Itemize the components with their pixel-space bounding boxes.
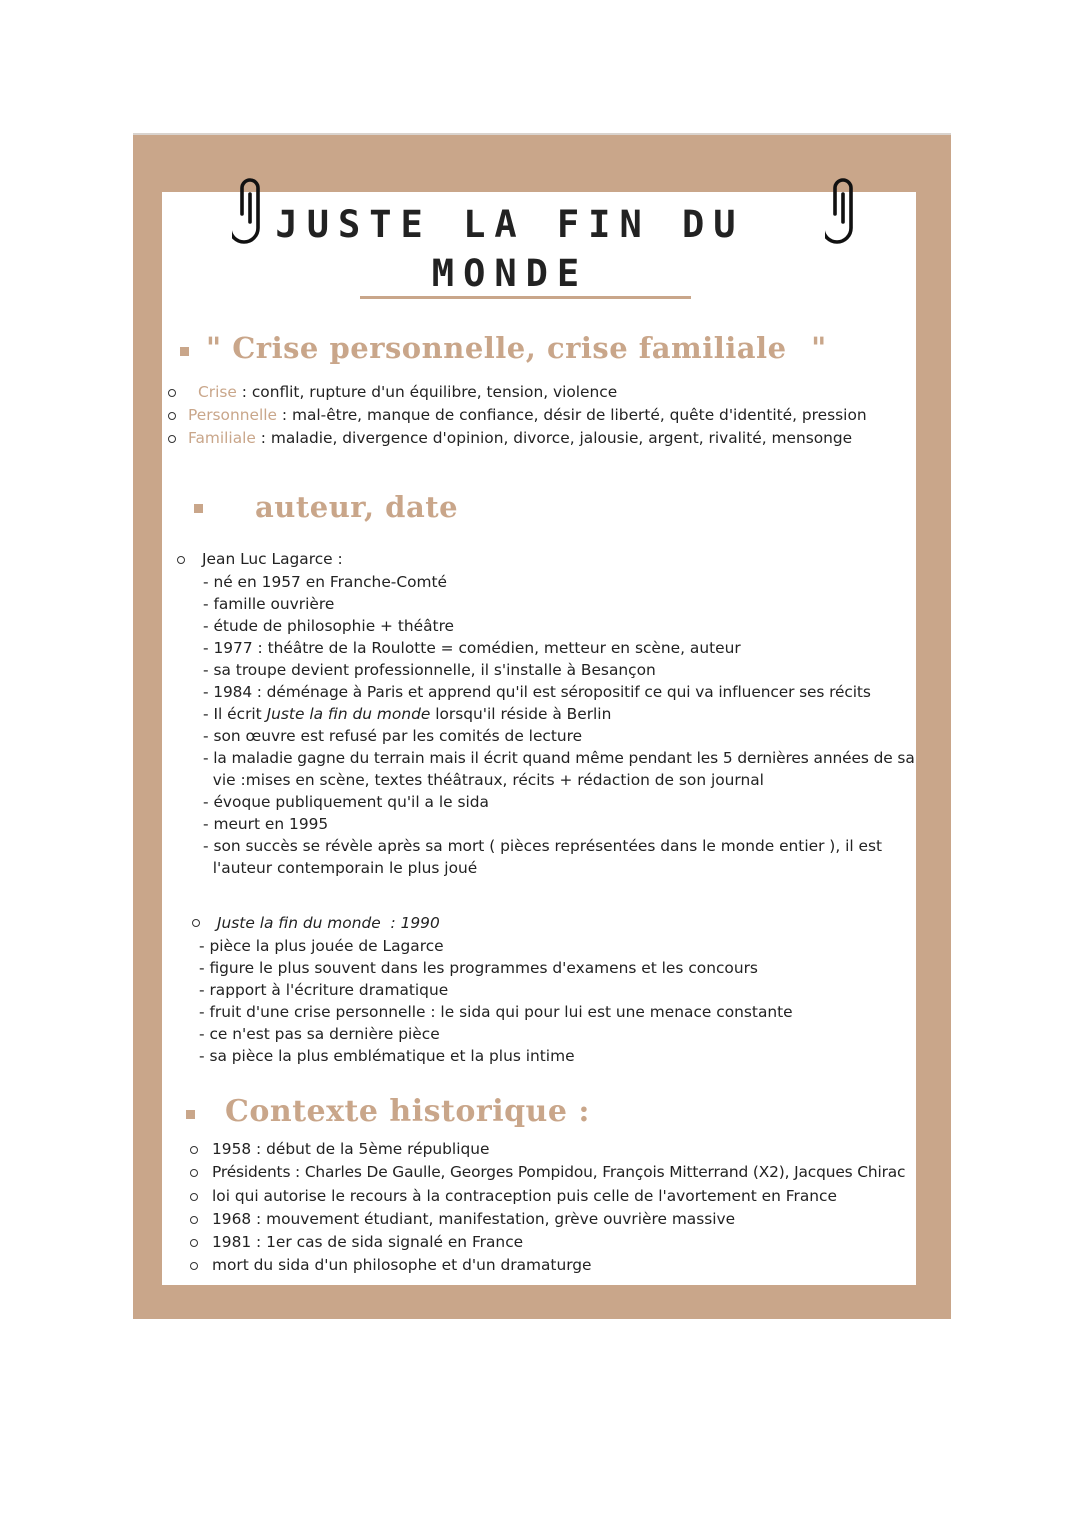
author-fact: - son succès se révèle après sa mort ( pièces représentées dans le monde entier ), il est — [203, 837, 883, 855]
section-marker — [194, 504, 203, 513]
section-heading-contexte: Contexte historique : — [225, 1094, 590, 1129]
section-heading-auteur: auteur, date — [255, 490, 459, 524]
author-fact: - sa troupe devient professionnelle, il s'installe à Besançon — [203, 661, 656, 679]
work-title: Juste la fin du monde — [266, 705, 431, 723]
history-item: 1981 : 1er cas de sida signalé en France — [190, 1231, 905, 1254]
section-heading-crise — [206, 331, 827, 365]
title-line-1: JUSTE LA FIN DU — [275, 203, 745, 246]
definition-personnelle: Personnelle : mal-être, manque de confiance, désir de liberté, quête d'identité, pression — [188, 406, 867, 424]
work-fact: - figure le plus souvent dans les programmes d'examens et les concours — [199, 959, 758, 977]
list-bullet — [190, 1169, 198, 1177]
work-fact: - pièce la plus jouée de Lagarce — [199, 937, 444, 955]
paperclip-icon — [825, 174, 861, 246]
list-bullet — [192, 919, 200, 927]
list-bullet — [190, 1146, 198, 1154]
history-item: mort du sida d'un philosophe et d'un dramaturge — [190, 1254, 905, 1277]
history-item: loi qui autorise le recours à la contraception puis celle de l'avortement en France — [190, 1185, 905, 1208]
author-fact: l'auteur contemporain le plus joué — [203, 859, 478, 877]
definition-text: mal-être, manque de confiance, désir de liberté, quête d'identité, pression — [291, 406, 867, 424]
definition-term: Familiale — [188, 429, 256, 447]
definition-text: maladie, divergence d'opinion, divorce, jalousie, argent, rivalité, mensonge — [270, 429, 853, 447]
author-fact: - meurt en 1995 — [203, 815, 329, 833]
list-bullet — [190, 1262, 198, 1270]
list-bullet — [168, 389, 176, 397]
author-fact: - 1984 : déménage à Paris et apprend qu'il est séropositif ce qui va influencer ses récits — [203, 683, 871, 701]
author-fact: - 1977 : théâtre de la Roulotte = comédien, metteur en scène, auteur — [203, 639, 741, 657]
work-label: Juste la fin du monde : 1990 — [217, 914, 440, 932]
title-line-2: MONDE — [431, 252, 589, 295]
author-facts — [203, 571, 915, 879]
history-list — [190, 1138, 905, 1278]
author-fact: - étude de philosophie + théâtre — [203, 617, 455, 635]
author-fact: - famille ouvrière — [203, 595, 335, 613]
work-facts — [199, 935, 793, 1067]
history-item: 1958 : début de la 5ème république — [190, 1138, 905, 1161]
definition-term: Crise — [198, 383, 237, 401]
section-marker — [180, 347, 189, 356]
close-quote: " — [811, 331, 827, 365]
author-fact-berlin: - Il écrit Juste la fin du monde lorsqu'il réside à Berlin — [203, 705, 612, 723]
title-underline — [360, 296, 691, 299]
work-fact: - ce n'est pas sa dernière pièce — [199, 1025, 440, 1043]
open-quote: " — [206, 331, 222, 365]
list-bullet — [190, 1239, 198, 1247]
history-item: 1968 : mouvement étudiant, manifestation, grève ouvrière massive — [190, 1208, 905, 1231]
definition-familiale: Familiale : maladie, divergence d'opinion, divorce, jalousie, argent, rivalité, mensonge — [188, 429, 853, 447]
list-bullet — [190, 1193, 198, 1201]
list-bullet — [168, 412, 176, 420]
history-item: Présidents : Charles De Gaulle, Georges Pompidou, François Mitterrand (X2), Jacques Chirac — [190, 1161, 905, 1184]
page-title — [250, 200, 770, 298]
section-marker — [186, 1110, 195, 1119]
author-fact: - né en 1957 en Franche-Comté — [203, 573, 447, 591]
work-fact: - fruit d'une crise personnelle : le sida qui pour lui est une menace constante — [199, 1003, 793, 1021]
heading-text: Crise personnelle, crise familiale — [232, 331, 787, 365]
author-fact: - son œuvre est refusé par les comités de lecture — [203, 727, 583, 745]
work-fact: - sa pièce la plus emblématique et la plus intime — [199, 1047, 575, 1065]
list-bullet — [177, 556, 185, 564]
list-bullet — [168, 435, 176, 443]
author-label: Jean Luc Lagarce : — [202, 550, 343, 568]
list-bullet — [190, 1216, 198, 1224]
definition-crise: Crise : conflit, rupture d'un équilibre, tension, violence — [198, 383, 618, 401]
author-fact: vie :mises en scène, textes théâtraux, récits + rédaction de son journal — [203, 771, 764, 789]
author-fact: - évoque publiquement qu'il a le sida — [203, 793, 489, 811]
work-fact: - rapport à l'écriture dramatique — [199, 981, 449, 999]
author-fact: - la maladie gagne du terrain mais il écrit quand même pendant les 5 dernières années de sa — [203, 749, 915, 767]
definition-text: conflit, rupture d'un équilibre, tension, violence — [251, 383, 618, 401]
definition-term: Personnelle — [188, 406, 277, 424]
